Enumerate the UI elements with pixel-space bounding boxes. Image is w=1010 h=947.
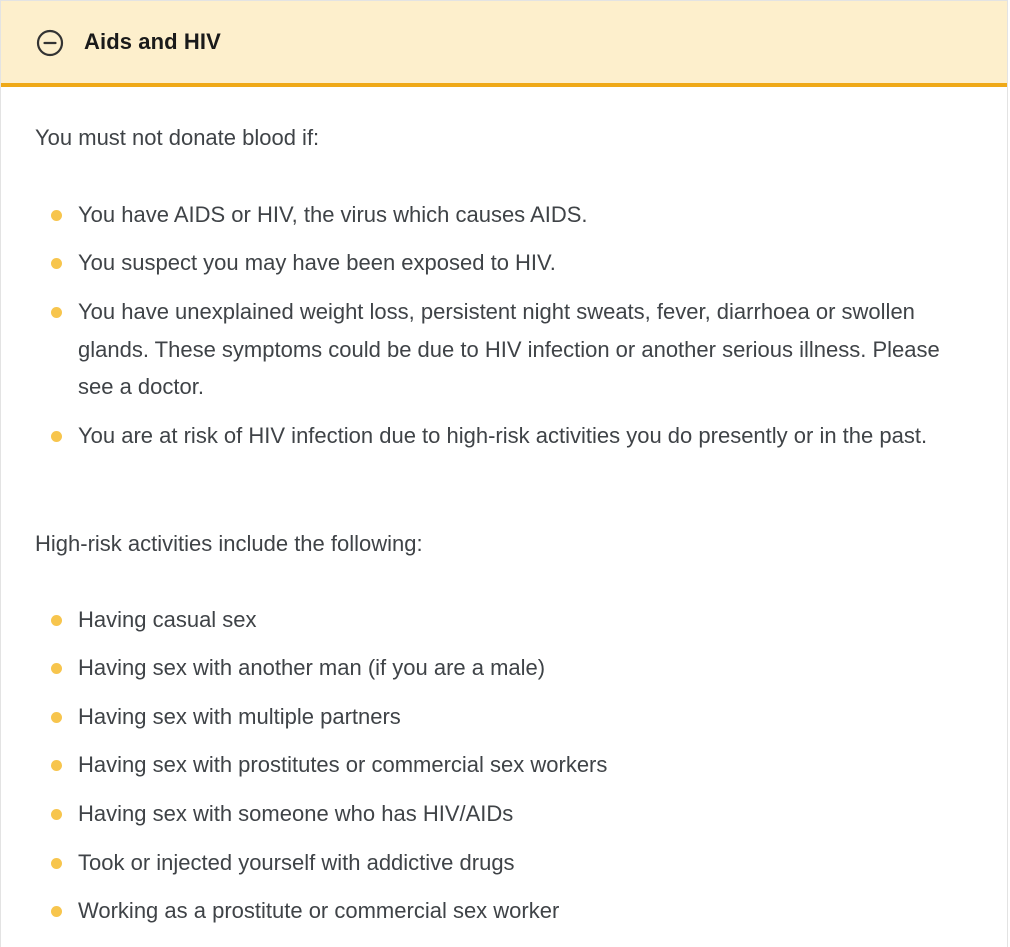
intro-text: You must not donate blood if: — [35, 125, 320, 150]
bullet-icon — [51, 906, 62, 917]
bullet-icon — [51, 809, 62, 820]
bullet-icon — [51, 712, 62, 723]
list-item-text: Having sex with prostitutes or commercial sex workers — [78, 752, 608, 777]
bullet-icon — [51, 663, 62, 674]
list-item-text: You are at risk of HIV infection due to high-risk activities you do presently or in the past. — [78, 423, 928, 448]
bullet-icon — [51, 210, 62, 221]
list-item-text: Having casual sex — [78, 607, 257, 632]
list-item-text: You have AIDS or HIV, the virus which causes AIDS. — [78, 202, 588, 227]
list-item-text: Working as a prostitute or commercial sex worker — [78, 898, 560, 923]
list-item-text: You suspect you may have been exposed to HIV. — [78, 250, 556, 275]
list-item-text: Took or injected yourself with addictive drugs — [78, 850, 515, 875]
bullet-icon — [51, 615, 62, 626]
accordion-title[interactable]: Aids and HIV — [84, 29, 221, 54]
list-item-text: Having sex with someone who has HIV/AIDs — [78, 801, 514, 826]
bullet-icon — [51, 760, 62, 771]
bullet-icon — [51, 307, 62, 318]
bullet-icon — [51, 858, 62, 869]
list-item-text: Having sex with another man (if you are a male) — [78, 655, 546, 680]
minus-circle-icon[interactable] — [36, 29, 64, 57]
list-item-text: Having sex with multiple partners — [78, 704, 401, 729]
bullet-icon — [51, 431, 62, 442]
bullet-icon — [51, 258, 62, 269]
accordion-header[interactable] — [1, 1, 1007, 87]
risk-intro-text: High-risk activities include the following: — [35, 531, 423, 556]
list-item-text: You have unexplained weight loss, persistent night sweats, fever, diarrhoea or swollen glands. These symptoms could be due to HIV infection or another serious illness. Please see a doctor. — [78, 299, 940, 399]
